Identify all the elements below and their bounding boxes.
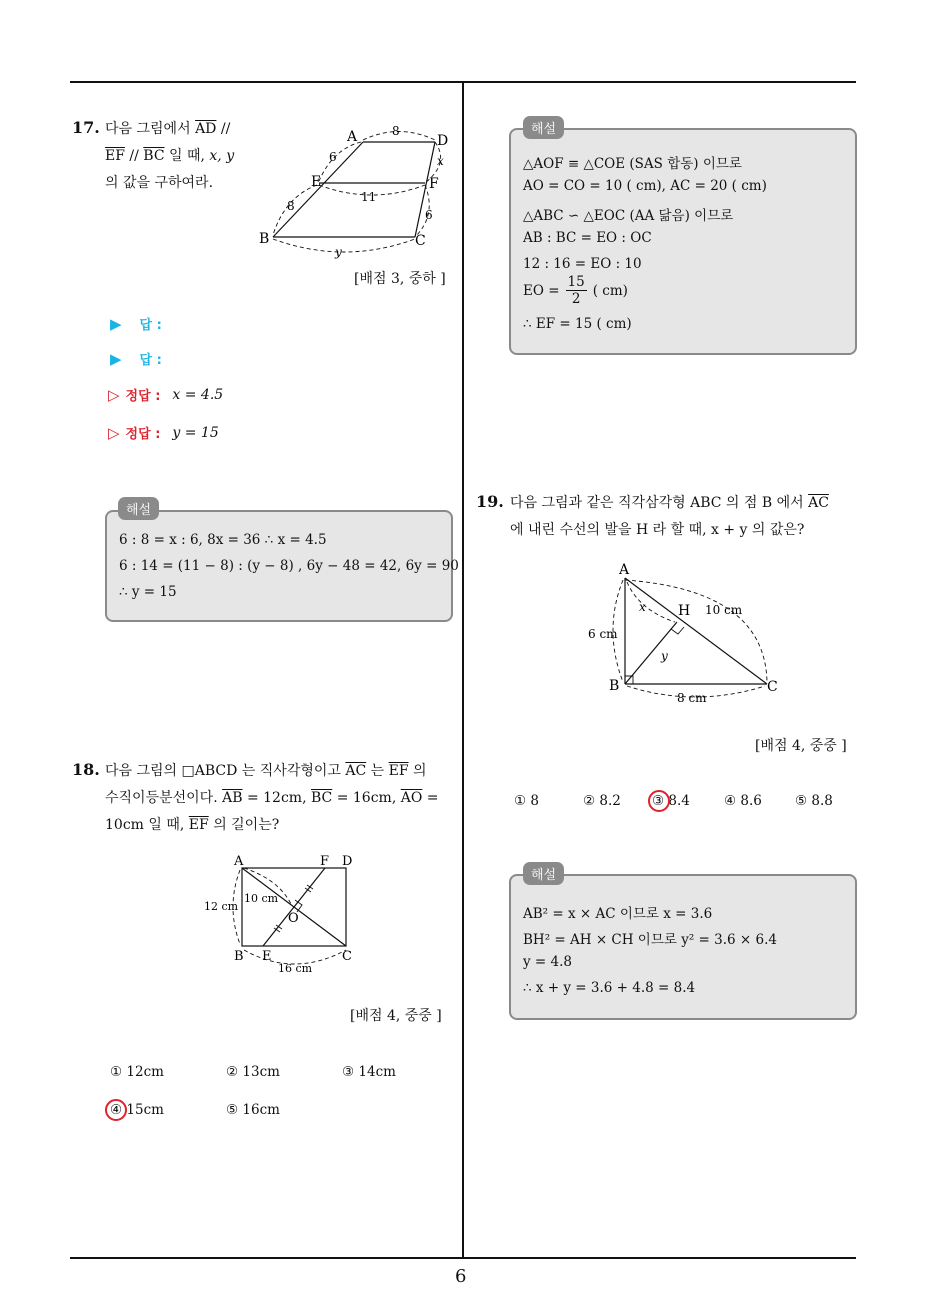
fig17-label-b: B bbox=[259, 231, 270, 247]
fig19-len-8: 8 cm bbox=[677, 691, 707, 705]
q17-figure bbox=[255, 125, 455, 260]
column-divider bbox=[462, 82, 464, 1258]
fig18-len-16: 16 cm bbox=[278, 962, 313, 975]
fig19-label-c: C bbox=[767, 679, 778, 695]
q19-sol-line-4: ∴ x + y = 3.6 + 4.8 = 8.4 bbox=[523, 980, 696, 996]
fig17-len-y: y bbox=[335, 245, 342, 259]
q18-sol-line-5: 12 : 16 = EO : 10 bbox=[523, 256, 642, 272]
fig17-len-6: 6 bbox=[329, 150, 337, 164]
fig18-label-a: A bbox=[234, 854, 244, 869]
fig18-len-12: 12 cm bbox=[204, 900, 239, 913]
q19-sol-line-2: BH² = AH × CH 이므로 y² = 3.6 × 6.4 bbox=[523, 932, 777, 948]
question-number-18: 18. bbox=[72, 760, 100, 779]
q18-solution-tag: 해설 bbox=[523, 116, 564, 139]
fraction-numerator: 15 bbox=[567, 274, 585, 290]
q18-choice-4[interactable]: ④ 15cm bbox=[110, 1102, 164, 1118]
fig19-label-h: H bbox=[678, 603, 691, 619]
question-18-text: 다음 그림의 □ABCD 는 직사각형이고 $\overline{AC}$ 는 $\overline{EF}$ 의 수직이등분선이다. $\overline{AB} = 12cm$, $\overline{BC} = 16cm$, $\overline{AO}$ = 10cm 일 때, $\overline{EF}$ 의 길이는? bbox=[105, 763, 439, 833]
q18-choice-2[interactable]: ② 13cm bbox=[226, 1064, 280, 1080]
fig17-label-f: F bbox=[429, 176, 439, 192]
fig19-len-y: y bbox=[661, 649, 668, 663]
q18-score: [배점 4, 중중 ] bbox=[350, 1008, 442, 1024]
q19-figure bbox=[585, 560, 785, 710]
outline-triangle-icon: ▷ bbox=[108, 385, 120, 404]
q17-score: [배점 3, 중하 ] bbox=[354, 271, 446, 287]
question-19-text: 다음 그림과 같은 직각삼각형 ABC 의 점 B 에서 $\overline{AC}$ 에 내린 수선의 발을 H 라 할 때, x + y 의 값은? bbox=[510, 495, 829, 538]
fig17-len-6-right: 6 bbox=[425, 208, 433, 222]
q18-sol-line-4: AB : BC = EO : OC bbox=[523, 230, 652, 246]
fig19-label-a: A bbox=[619, 562, 630, 578]
fig18-label-b: B bbox=[234, 949, 244, 964]
question-number-17: 17. bbox=[72, 118, 100, 137]
fig19-len-10: 10 cm bbox=[705, 603, 743, 617]
q18-sol-line-1: △AOF ≡ △COE (SAS 합동) 이므로 bbox=[523, 156, 742, 172]
q17-answer-row-2: ▶ 답 : bbox=[110, 349, 162, 368]
page-number: 6 bbox=[455, 1266, 467, 1287]
q19-score: [배점 4, 중중 ] bbox=[755, 738, 847, 754]
play-icon: ▶ bbox=[110, 314, 122, 333]
q17-correct-row-2: ▷ 정답 : y = 15 bbox=[108, 423, 219, 442]
q18-sol-line-7: ∴ EF = 15 ( cm) bbox=[523, 316, 632, 332]
q19-choice-5[interactable]: ⑤ 8.8 bbox=[795, 793, 833, 809]
q17-sol-line-1: 6 : 8 = x : 6, 8x = 36 ∴ x = 4.5 bbox=[119, 532, 327, 548]
q17-sol-line-3: ∴ y = 15 bbox=[119, 584, 177, 600]
q19-choice-2[interactable]: ② 8.2 bbox=[583, 793, 621, 809]
bottom-rule bbox=[70, 1257, 856, 1259]
q17-sol-line-2: 6 : 14 = (11 − 8) : (y − 8) , 6y − 48 = 42, 6y = 90 bbox=[119, 558, 459, 574]
fig19-label-b: B bbox=[609, 678, 620, 694]
fig18-label-d: D bbox=[342, 854, 353, 869]
fig17-label-e: E bbox=[311, 174, 322, 190]
play-icon: ▶ bbox=[110, 349, 122, 368]
fraction-denominator: 2 bbox=[571, 291, 581, 307]
fig17-label-a: A bbox=[347, 129, 358, 145]
fig17-label-c: C bbox=[415, 233, 426, 249]
q19-sol-line-1: AB² = x × AC 이므로 x = 3.6 bbox=[523, 906, 713, 922]
fig17-len-11: 11 bbox=[361, 190, 377, 204]
fig17-len-8-top: 8 bbox=[392, 125, 400, 138]
q18-selected-circle bbox=[105, 1099, 127, 1121]
fig18-label-o: O bbox=[288, 911, 299, 926]
q18-choice-1[interactable]: ① 12cm bbox=[110, 1064, 164, 1080]
q19-choice-3[interactable]: ③ 8.4 bbox=[652, 793, 690, 809]
fig17-len-8-left: 8 bbox=[287, 199, 295, 213]
q17-solution-tag: 해설 bbox=[118, 497, 159, 520]
q19-solution-tag: 해설 bbox=[523, 862, 564, 885]
question-17-text: 다음 그림에서 $\overline{AD}$ // $\overline{EF} // \overline{BC}$ 일 때, x, y 의 값을 구하여라. bbox=[105, 121, 235, 191]
q18-choice-3[interactable]: ③ 14cm bbox=[342, 1064, 396, 1080]
q19-sol-line-3: y = 4.8 bbox=[523, 954, 572, 970]
fig17-len-x: x bbox=[437, 154, 444, 168]
fig18-label-e: E bbox=[262, 949, 272, 964]
question-number-19: 19. bbox=[476, 492, 504, 511]
q19-solution-box bbox=[509, 874, 857, 1020]
q19-selected-circle bbox=[648, 790, 670, 812]
fig18-label-c: C bbox=[342, 949, 352, 964]
q18-sol-line-3: △ABC ∽ △EOC (AA 닮음) 이므로 bbox=[523, 208, 734, 224]
q18-solution-box bbox=[509, 128, 857, 355]
q17-answer-row-1: ▶ 답 : bbox=[110, 314, 162, 333]
q19-choice-4[interactable]: ④ 8.6 bbox=[724, 793, 762, 809]
fig19-len-6: 6 cm bbox=[588, 627, 618, 641]
q18-figure bbox=[200, 850, 370, 980]
q18-choice-5[interactable]: ⑤ 16cm bbox=[226, 1102, 280, 1118]
fig18-label-f: F bbox=[320, 854, 330, 869]
fig17-label-d: D bbox=[437, 133, 449, 149]
q18-sol-line-6: EO = $\frac{15}{2}$ ( cm) bbox=[523, 274, 628, 307]
fig18-len-10: 10 cm bbox=[244, 892, 279, 905]
q18-sol-line-2: AO = CO = 10 ( cm), AC = 20 ( cm) bbox=[523, 178, 767, 194]
outline-triangle-icon: ▷ bbox=[108, 423, 120, 442]
q17-solution-box bbox=[105, 510, 459, 622]
q17-correct-row-1: ▷ 정답 : x = 4.5 bbox=[108, 385, 224, 404]
fig19-len-x: x bbox=[639, 600, 646, 614]
q19-choice-1[interactable]: ① 8 bbox=[514, 793, 539, 809]
